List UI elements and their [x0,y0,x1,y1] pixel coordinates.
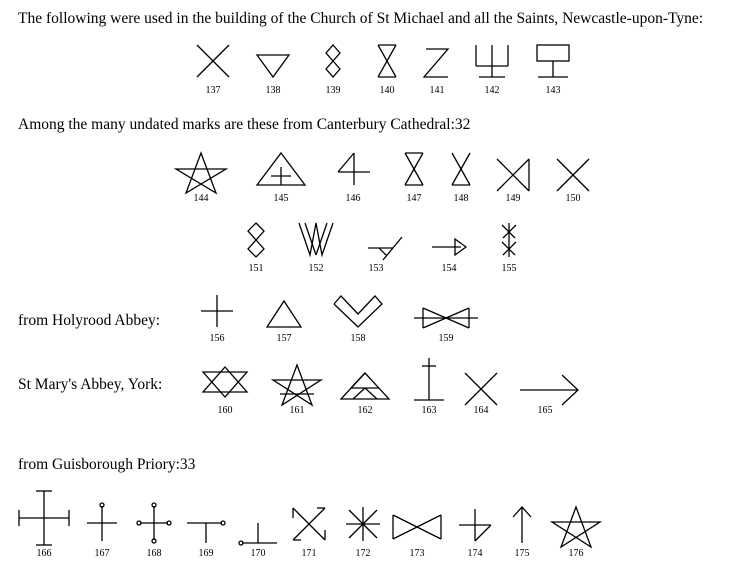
mark-number-146: 146 [345,193,361,204]
mason-mark-164 [464,372,498,406]
mark-number-150: 150 [565,193,581,204]
mason-mark-141 [423,48,449,78]
mason-mark-167 [86,502,118,542]
mason-mark-174 [458,508,492,542]
mason-mark-170 [238,522,278,546]
mark-number-172: 172 [355,548,371,559]
mark-number-145: 145 [273,193,289,204]
mason-mark-151 [247,222,265,258]
mason-mark-165 [519,374,579,406]
mark-number-147: 147 [406,193,422,204]
heading-canterbury: Among the many undated marks are these from Canterbury Cathedral:32 [18,116,471,133]
mark-number-164: 164 [473,405,489,416]
mark-number-142: 142 [484,85,500,96]
mason-mark-154 [431,237,467,257]
mark-number-141: 141 [429,85,445,96]
mark-number-156: 156 [209,333,225,344]
mark-number-166: 166 [36,548,52,559]
mark-number-169: 169 [198,548,214,559]
mason-mark-173 [392,514,442,540]
mason-mark-166 [18,490,70,546]
mason-mark-161 [272,364,322,406]
mason-mark-138 [256,54,290,78]
mason-mark-175 [511,506,533,544]
mark-number-138: 138 [265,85,281,96]
mason-mark-158 [333,292,383,328]
mason-mark-163 [413,357,445,401]
mark-number-151: 151 [248,263,264,274]
mason-mark-171 [291,506,327,542]
heading-guisborough: from Guisborough Priory:33 [18,456,196,473]
mark-number-148: 148 [453,193,469,204]
mark-number-158: 158 [350,333,366,344]
mark-number-143: 143 [545,85,561,96]
mason-mark-147 [404,152,424,186]
mark-number-152: 152 [308,263,324,274]
mason-mark-168 [136,502,172,544]
mark-number-162: 162 [357,405,373,416]
mark-number-170: 170 [250,548,266,559]
mark-number-163: 163 [421,405,437,416]
mark-number-159: 159 [438,333,454,344]
mark-number-157: 157 [276,333,292,344]
mark-number-161: 161 [289,405,305,416]
mason-mark-169 [186,520,226,544]
mason-mark-150 [556,158,590,192]
mark-number-168: 168 [146,548,162,559]
mason-mark-140 [377,44,397,78]
mason-mark-139 [324,44,342,78]
heading-newcastle: The following were used in the building of the Church of St Michael and all the Saints, Newcastle-upon-Tyne: [18,10,704,27]
mark-number-174: 174 [467,548,483,559]
mark-number-153: 153 [368,263,384,274]
mason-mark-157 [266,300,302,328]
mark-number-155: 155 [501,263,517,274]
mason-mark-142 [474,44,510,78]
mark-number-139: 139 [325,85,341,96]
mason-mark-143 [535,44,571,78]
mark-number-171: 171 [301,548,317,559]
mason-mark-156 [200,294,234,328]
mason-mark-149 [496,158,530,192]
mason-mark-144 [175,152,227,194]
mark-number-165: 165 [537,405,553,416]
mark-number-160: 160 [217,405,233,416]
mason-mark-146 [337,152,371,186]
mark-number-173: 173 [409,548,425,559]
mason-mark-159 [413,307,479,329]
mason-mark-176 [551,506,601,548]
mason-mark-137 [196,44,230,78]
mason-mark-145 [256,152,306,186]
mark-number-154: 154 [441,263,457,274]
mark-number-149: 149 [505,193,521,204]
mason-mark-160 [200,366,250,398]
mason-mark-153 [367,236,403,262]
mason-mark-162 [340,372,390,400]
mason-mark-155 [500,222,518,258]
mark-number-176: 176 [568,548,584,559]
mark-number-175: 175 [514,548,530,559]
mark-number-167: 167 [94,548,110,559]
heading-holyrood: from Holyrood Abbey: [18,312,161,329]
heading-york: St Mary's Abbey, York: [18,376,163,393]
mark-number-140: 140 [379,85,395,96]
mason-mark-172 [345,506,381,542]
mason-mark-148 [451,152,471,186]
mark-number-144: 144 [193,193,209,204]
mason-mark-152 [298,222,334,256]
mark-number-137: 137 [205,85,221,96]
